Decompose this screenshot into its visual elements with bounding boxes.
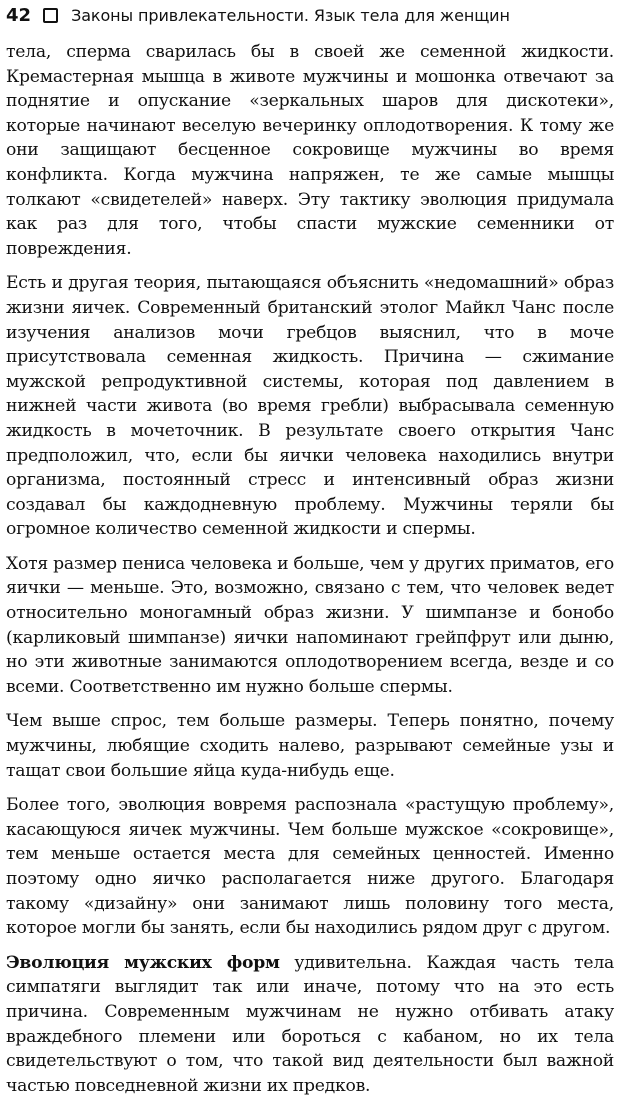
- paragraph-lead: Эволюция мужских форм: [6, 952, 280, 973]
- body-text: [6, 40, 614, 1108]
- paragraph-1: [6, 40, 614, 261]
- paragraph-text: Более того, эволюция вовремя распознала «растущую проблему», касающуюся яичек мужчины. Чем больше мужское «сокровище», тем меньше остается места для семейных ценностей. Именно поэтому одно яичко располагается ниже другого. Благодаря такому «дизайну» они занимают лишь половину того места, которое могли бы занять, если бы находились рядом друг с другом.: [6, 795, 614, 939]
- page-number: 42: [6, 4, 32, 26]
- paragraph-text: тела, сперма сварилась бы в своей же семенной жидкости. Кремастерная мышца в животе мужчины и мошонка отвечают за поднятие и опускание «зеркальных шаров для дискотеки», которые начинают веселую вечеринку оплодотворения. К тому же они защищают бесценное сокровище мужчины во время конфликта. Когда мужчина напряжен, те же самые мышцы толкают «свидетелей» наверх. Эту тактику эволюция придумала как раз для того, чтобы спасти мужские семенники от повреждения.: [6, 42, 614, 259]
- paragraph-text: Хотя размер пениса человека и больше, чем у других приматов, его яички — меньше. Это, возможно, связано с тем, что человек ведет относительно моногамный образ жизни. У шимпанзе и бонобо (карликовый шимпанзе) яички напоминают грейпфрут или дыню, но эти животные занимаются оплодотворением всегда, везде и со всеми. Соответственно им нужно больше спермы.: [6, 553, 614, 697]
- square-bullet-icon: [43, 8, 58, 23]
- running-title: Законы привлекательности. Язык тела для женщин: [71, 5, 510, 25]
- paragraph-text: Чем выше спрос, тем больше размеры. Теперь понятно, почему мужчины, любящие сходить налево, разрывают семейные узы и тащат свои большие яйца куда-нибудь еще.: [6, 711, 614, 781]
- paragraph-5: [6, 793, 614, 941]
- paragraph-3: [6, 552, 614, 700]
- paragraph-4: [6, 709, 614, 783]
- paragraph-text: Есть и другая теория, пытающаяся объяснить «недомашний» образ жизни яичек. Современный британский этолог Майкл Чанс после изучения анализов мочи гребцов выяснил, что в моче присутствовала семенная жидкость. Причина — сжимание мужской репродуктивной системы, которая под давлением в нижней части живота (во время гребли) выбрасывала семенную жидкость в мочеточник. В результате своего открытия Чанс предположил, что, если бы яички человека находились внутри организма, постоянный стресс и интенсивный образ жизни создавал бы каждодневную проблему. Мужчины теряли бы огромное количество семенной жидкости и спермы.: [6, 273, 614, 540]
- page-header: [6, 2, 612, 28]
- paragraph-text: удивительна. Каждая часть тела симпатяги выглядит так или иначе, потому что на это есть причина. Современным мужчинам не нужно отбивать атаку враждебного племени или бороться с кабаном, но их тела свидетельствуют о том, что такой вид деятельности был важной частью повседневной жизни их предков.: [6, 952, 614, 1096]
- paragraph-2: [6, 271, 614, 542]
- paragraph-6: [6, 951, 614, 1099]
